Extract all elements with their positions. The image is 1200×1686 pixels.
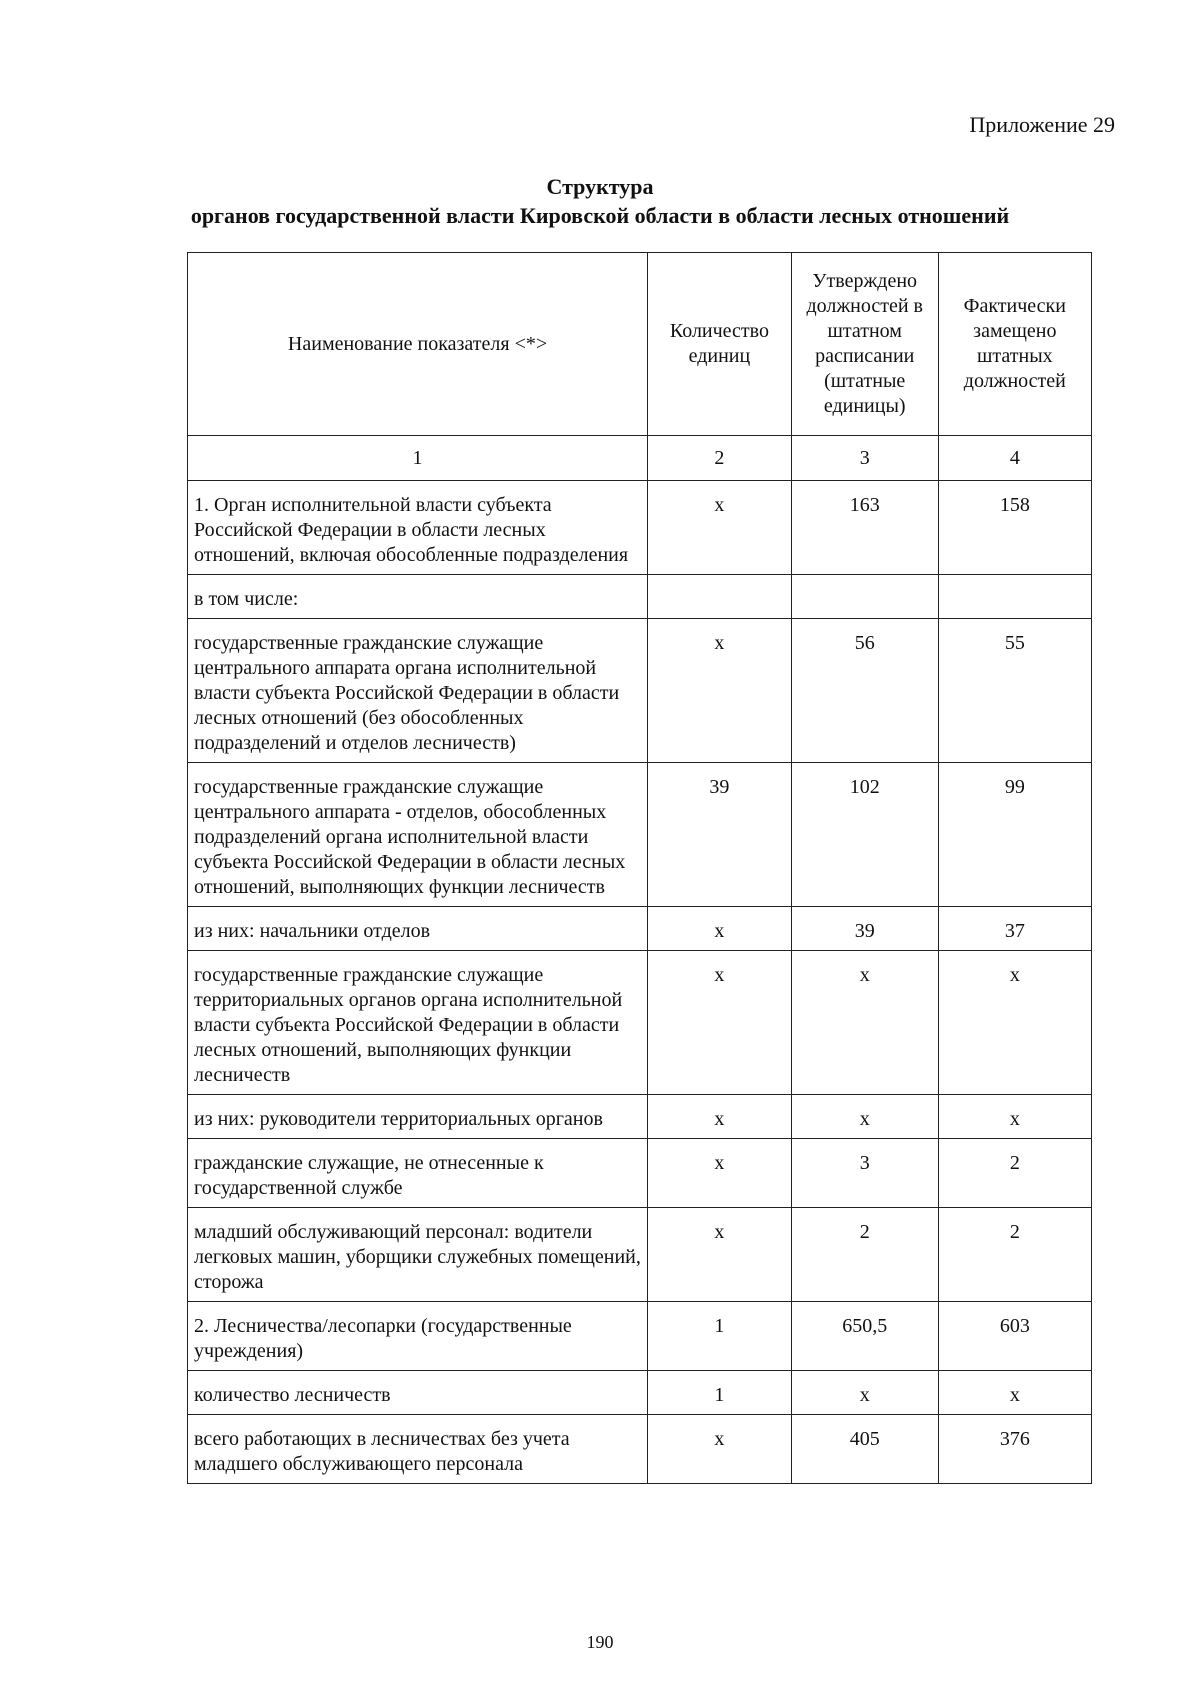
cell-indicator-name: в том числе: <box>188 575 648 619</box>
cell-indicator-name: государственные гражданские служащие центрального аппарата - отделов, обособленных подразделений органа исполнительной власти субъекта Российской Федерации в области лесных отношений, выполняющих функции лесничеств <box>188 763 648 907</box>
cell-approved: х <box>791 951 938 1095</box>
appendix-label: Приложение 29 <box>969 112 1115 137</box>
cell-filled: 376 <box>938 1415 1091 1484</box>
cell-approved: 56 <box>791 619 938 763</box>
cell-filled: 2 <box>938 1139 1091 1208</box>
document-title <box>0 172 1200 230</box>
table-header-row <box>188 253 1092 436</box>
cell-approved: х <box>791 1095 938 1139</box>
cell-unit-count: х <box>648 907 792 951</box>
cell-unit-count <box>648 575 792 619</box>
cell-indicator-name: государственные гражданские служащие территориальных органов органа исполнительной власти субъекта Российской Федерации в области лесных отношений, выполняющих функции лесничеств <box>188 951 648 1095</box>
column-number: 1 <box>188 436 648 481</box>
table-row <box>188 619 1092 763</box>
cell-filled: 37 <box>938 907 1091 951</box>
cell-filled: х <box>938 951 1091 1095</box>
cell-indicator-name: младший обслуживающий персонал: водители легковых машин, уборщики служебных помещений, сторожа <box>188 1208 648 1302</box>
cell-unit-count: х <box>648 619 792 763</box>
title-line-2: органов государственной власти Кировской области в области лесных отношений <box>190 203 1010 228</box>
header-indicator-name: Наименование показателя <*> <box>188 253 648 436</box>
cell-unit-count: х <box>648 951 792 1095</box>
cell-filled: 158 <box>938 481 1091 575</box>
structure-table <box>187 252 1092 1484</box>
cell-indicator-name: из них: начальники отделов <box>188 907 648 951</box>
cell-approved: 3 <box>791 1139 938 1208</box>
cell-approved: 405 <box>791 1415 938 1484</box>
table-row <box>188 951 1092 1095</box>
cell-filled: 55 <box>938 619 1091 763</box>
cell-approved: 39 <box>791 907 938 951</box>
cell-indicator-name: из них: руководители территориальных органов <box>188 1095 648 1139</box>
cell-filled: 99 <box>938 763 1091 907</box>
cell-approved: х <box>791 1371 938 1415</box>
header-unit-count: Количество единиц <box>648 253 792 436</box>
cell-filled <box>938 575 1091 619</box>
cell-indicator-name: всего работающих в лесничествах без учета младшего обслуживающего персонала <box>188 1415 648 1484</box>
table-row <box>188 1208 1092 1302</box>
cell-approved: 650,5 <box>791 1302 938 1371</box>
cell-approved: 163 <box>791 481 938 575</box>
cell-approved: 102 <box>791 763 938 907</box>
table-row <box>188 481 1092 575</box>
table-row <box>188 1371 1092 1415</box>
cell-filled: х <box>938 1371 1091 1415</box>
column-number: 4 <box>938 436 1091 481</box>
cell-indicator-name: 1. Орган исполнительной власти субъекта Российской Федерации в области лесных отношений, включая обособленные подразделения <box>188 481 648 575</box>
header-approved-positions: Утверждено должностей в штатном расписании (штатные единицы) <box>791 253 938 436</box>
cell-unit-count: 39 <box>648 763 792 907</box>
cell-unit-count: х <box>648 481 792 575</box>
table-row <box>188 763 1092 907</box>
cell-filled: 603 <box>938 1302 1091 1371</box>
cell-indicator-name: государственные гражданские служащие центрального аппарата органа исполнительной власти субъекта Российской Федерации в области лесных отношений (без обособленных подразделений и отделов лесничеств) <box>188 619 648 763</box>
cell-unit-count: х <box>648 1208 792 1302</box>
table-row <box>188 907 1092 951</box>
title-line-1: Структура <box>546 174 654 199</box>
header-filled-positions: Фактически замещено штатных должностей <box>938 253 1091 436</box>
cell-approved: 2 <box>791 1208 938 1302</box>
cell-indicator-name: гражданские служащие, не отнесенные к государственной службе <box>188 1139 648 1208</box>
cell-unit-count: х <box>648 1139 792 1208</box>
table-row <box>188 1095 1092 1139</box>
cell-indicator-name: 2. Лесничества/лесопарки (государственные учреждения) <box>188 1302 648 1371</box>
page-number: 190 <box>586 1632 614 1652</box>
cell-filled: х <box>938 1095 1091 1139</box>
column-number: 3 <box>791 436 938 481</box>
cell-approved <box>791 575 938 619</box>
table-row <box>188 1302 1092 1371</box>
table-row <box>188 1415 1092 1484</box>
column-number-row <box>188 436 1092 481</box>
cell-unit-count: х <box>648 1415 792 1484</box>
cell-unit-count: 1 <box>648 1371 792 1415</box>
table-row <box>188 575 1092 619</box>
cell-indicator-name: количество лесничеств <box>188 1371 648 1415</box>
cell-unit-count: х <box>648 1095 792 1139</box>
cell-filled: 2 <box>938 1208 1091 1302</box>
cell-unit-count: 1 <box>648 1302 792 1371</box>
table-row <box>188 1139 1092 1208</box>
column-number: 2 <box>648 436 792 481</box>
